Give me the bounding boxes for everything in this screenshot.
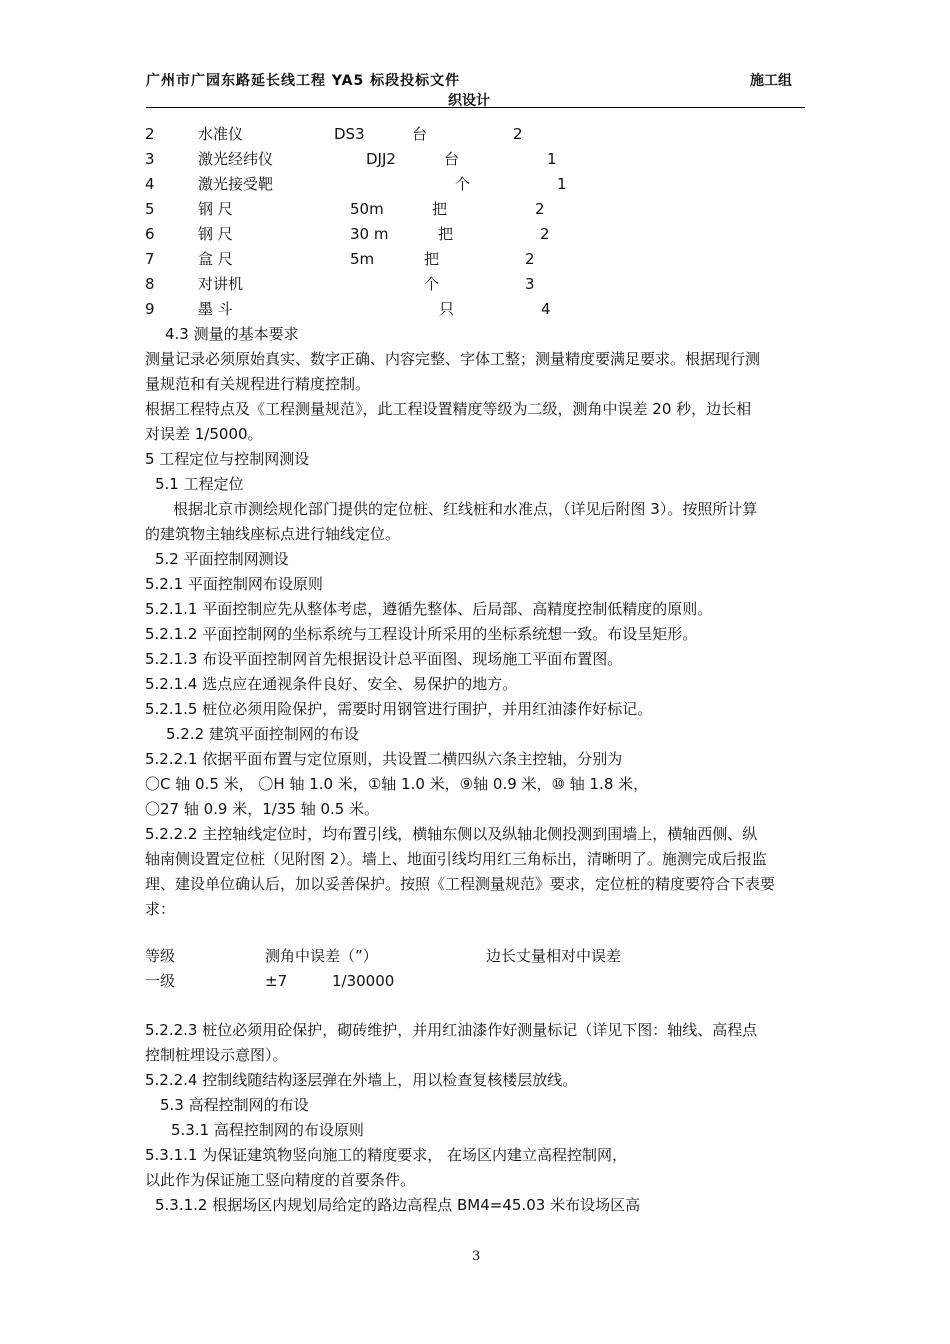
paragraph-line: 5.3.1.2 根据场区内规划局给定的路边高程点 BM4=45.03 米布设场区高: [155, 1196, 641, 1214]
paragraph-line: 5.2.2.2 主控轴线定位时，均布置引线，横轴东侧以及纵轴北侧投测到围墙上，横轴西侧、纵: [145, 825, 758, 843]
paragraph-line: 理、建设单位确认后，加以妥善保护。按照《工程测量规范》要求，定位桩的精度要符合下表要: [145, 875, 776, 893]
equipment-no: 7: [145, 250, 155, 268]
equipment-unit: 把: [424, 250, 440, 268]
equipment-model: DJJ2: [366, 150, 396, 168]
equipment-name: 墨 斗: [198, 300, 233, 318]
equipment-qty: 3: [525, 275, 535, 293]
paragraph-line: 〇C 轴 0.5 米， 〇H 轴 1.0 米，①轴 1.0 米，⑨轴 0.9 米，⑩ 轴 1.8 米，: [145, 775, 649, 793]
table-cell: ±7: [265, 972, 288, 990]
equipment-name: 激光接受靶: [198, 175, 274, 193]
equipment-qty: 2: [525, 250, 535, 268]
paragraph-line: 轴南侧设置定位桩（见附图 2）。墙上、地面引线均用红三角标出，清晰明了。施测完成后报监: [145, 850, 767, 868]
header-rule: [146, 107, 805, 108]
paragraph-line: 5.2.2.1 依据平面布置与定位原则，共设置二横四纵六条主控轴，分别为: [145, 750, 623, 768]
equipment-model: 50m: [350, 200, 384, 218]
section-heading: 5.1 工程定位: [155, 475, 244, 493]
section-heading: 5 工程定位与控制网测设: [145, 450, 310, 468]
equipment-name: 水准仪: [198, 125, 244, 143]
paragraph-line: 测量记录必须原始真实、数字正确、内容完整、字体工整；测量精度要满足要求。根据现行测: [145, 350, 761, 368]
table-header-cell: 测角中误差（”）: [265, 947, 378, 965]
equipment-model: 30 m: [350, 225, 389, 243]
equipment-model: DS3: [334, 125, 365, 143]
table-header-cell: 边长丈量相对中误差: [486, 947, 622, 965]
paragraph-line: 量规范和有关规程进行精度控制。: [145, 375, 371, 393]
equipment-qty: 2: [535, 200, 545, 218]
paragraph-line: 5.2.2.4 控制线随结构逐层弹在外墙上，用以检查复核楼层放线。: [145, 1071, 578, 1089]
paragraph-line: 根据工程特点及《工程测量规范》，此工程设置精度等级为二级，测角中误差 20 秒，边长相: [145, 400, 752, 418]
paragraph-line: 〇27 轴 0.9 米，1/35 轴 0.5 米。: [145, 800, 380, 818]
equipment-unit: 个: [455, 175, 471, 193]
equipment-qty: 1: [547, 150, 557, 168]
equipment-qty: 2: [513, 125, 523, 143]
paragraph-line: 5.2.1.1 平面控制应先从整体考虑，遵循先整体、后局部、高精度控制低精度的原则。: [145, 600, 713, 618]
equipment-name: 激光经纬仪: [198, 150, 274, 168]
equipment-no: 4: [145, 175, 155, 193]
equipment-name: 钢 尺: [198, 225, 233, 243]
paragraph-line: 5.2.1.4 选点应在通视条件良好、安全、易保护的地方。: [145, 675, 518, 693]
paragraph-line: 5.2.1.2 平面控制网的坐标系统与工程设计所采用的坐标系统想一致。布设呈矩形。: [145, 625, 698, 643]
paragraph-line: 对误差 1/5000。: [145, 425, 263, 443]
equipment-qty: 4: [541, 300, 551, 318]
paragraph-line: 根据北京市测绘规化部门提供的定位桩、红线桩和水准点，（详见后附图 3）。按照所计算: [173, 500, 758, 518]
equipment-model: 5m: [350, 250, 375, 268]
header-section: 施工组: [750, 73, 792, 89]
paragraph-line: 以此作为保证施工竖向精度的首要条件。: [145, 1171, 416, 1189]
equipment-unit: 把: [432, 200, 448, 218]
header-title: 广州市广园东路延长线工程 YA5 标段投标文件: [146, 73, 461, 89]
section-heading: 4.3 测量的基本要求: [165, 325, 299, 343]
section-heading: 5.3 高程控制网的布设: [160, 1096, 309, 1114]
equipment-no: 9: [145, 300, 155, 318]
section-heading: 5.2.1 平面控制网布设原则: [145, 575, 323, 593]
equipment-unit: 台: [412, 125, 428, 143]
equipment-unit: 个: [424, 275, 440, 293]
equipment-no: 2: [145, 125, 155, 143]
table-cell: 一级: [145, 972, 176, 990]
equipment-name: 对讲机: [198, 275, 244, 293]
equipment-qty: 1: [557, 175, 567, 193]
equipment-no: 3: [145, 150, 155, 168]
page-number: 3: [472, 1249, 481, 1264]
equipment-unit: 把: [438, 225, 454, 243]
header-section-continued: 织设计: [448, 93, 490, 109]
section-heading: 5.2.2 建筑平面控制网的布设: [166, 725, 359, 743]
equipment-name: 盒 尺: [198, 250, 233, 268]
paragraph-line: 求：: [145, 900, 176, 918]
table-cell: 1/30000: [332, 972, 395, 990]
paragraph-line: 5.3.1.1 为保证建筑物竖向施工的精度要求， 在场区内建立高程控制网，: [145, 1146, 628, 1164]
equipment-qty: 2: [540, 225, 550, 243]
equipment-name: 钢 尺: [198, 200, 233, 218]
equipment-unit: 只: [439, 300, 455, 318]
equipment-unit: 台: [444, 150, 460, 168]
equipment-no: 5: [145, 200, 155, 218]
paragraph-line: 控制桩埋设示意图）。: [145, 1046, 288, 1064]
section-heading: 5.2 平面控制网测设: [155, 550, 289, 568]
paragraph-line: 5.2.1.5 桩位必须用险保护，需要时用钢管进行围护，并用红油漆作好标记。: [145, 700, 653, 718]
paragraph-line: 的建筑物主轴线座标点进行轴线定位。: [145, 525, 401, 543]
equipment-no: 6: [145, 225, 155, 243]
table-header-cell: 等级: [145, 947, 176, 965]
paragraph-line: 5.2.1.3 布设平面控制网首先根据设计总平面图、现场施工平面布置图。: [145, 650, 623, 668]
equipment-no: 8: [145, 275, 155, 293]
section-heading: 5.3.1 高程控制网的布设原则: [171, 1121, 364, 1139]
paragraph-line: 5.2.2.3 桩位必须用砼保护，砌砖维护，并用红油漆作好测量标记（详见下图：轴线、高程点: [145, 1021, 758, 1039]
